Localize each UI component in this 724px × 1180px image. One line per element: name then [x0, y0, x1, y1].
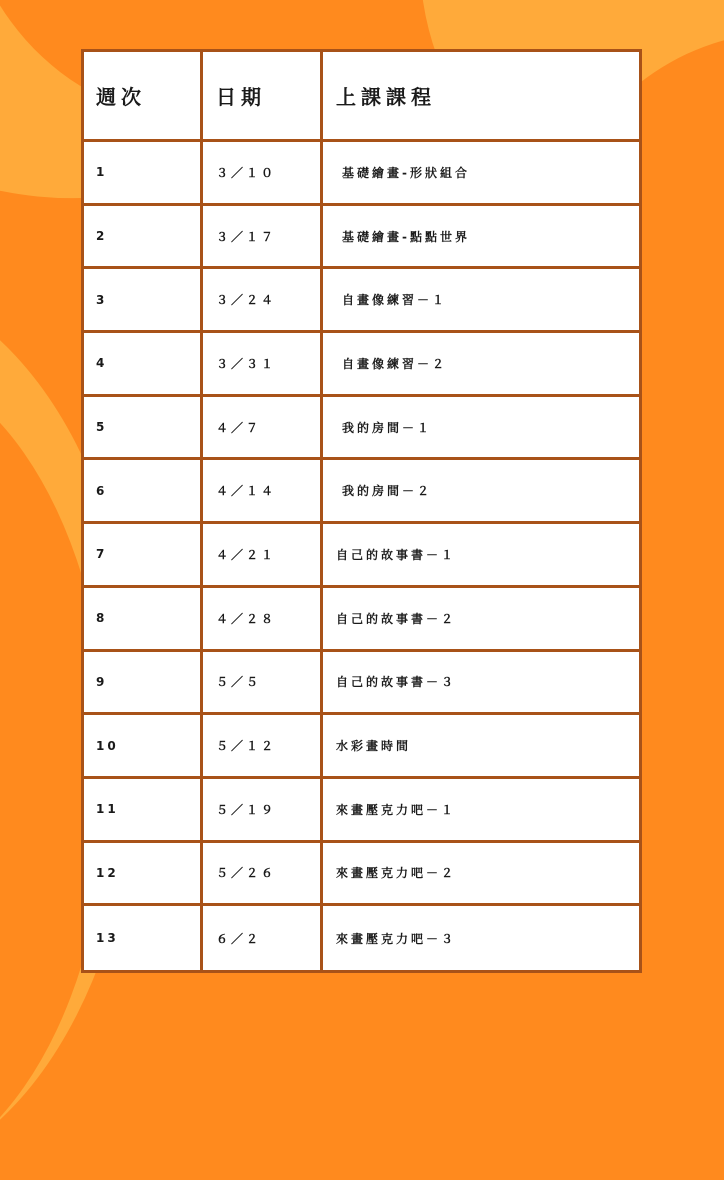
- date-cell: ６／２: [203, 906, 323, 970]
- week-cell: 5: [84, 397, 203, 461]
- date-cell: ４／２８: [203, 588, 323, 652]
- course-cell: 自己的故事書－２: [323, 588, 639, 652]
- course-cell: 自畫像練習－１: [323, 269, 639, 333]
- course-cell: 自畫像練習－２: [323, 333, 639, 397]
- week-cell: 6: [84, 460, 203, 524]
- date-cell: ５／２６: [203, 843, 323, 907]
- date-cell: ５／５: [203, 652, 323, 716]
- course-cell: 基礎繪畫-點點世界: [323, 206, 639, 270]
- date-cell: ５／１２: [203, 715, 323, 779]
- week-cell: 2: [84, 206, 203, 270]
- week-cell: 3: [84, 269, 203, 333]
- date-cell: ３／１０: [203, 142, 323, 206]
- course-cell: 來畫壓克力吧－２: [323, 843, 639, 907]
- header-week: 週次: [84, 52, 203, 142]
- header-date: 日期: [203, 52, 323, 142]
- date-cell: ３／１７: [203, 206, 323, 270]
- date-cell: ３／３１: [203, 333, 323, 397]
- course-cell: 基礎繪畫-形狀組合: [323, 142, 639, 206]
- date-cell: ４／２１: [203, 524, 323, 588]
- course-cell: 來畫壓克力吧－３: [336, 931, 457, 946]
- date-cell: ４／７: [203, 397, 323, 461]
- week-cell: 13: [84, 906, 203, 970]
- course-cell: 自己的故事書－３: [323, 652, 639, 716]
- date-cell: ３／２４: [203, 269, 323, 333]
- week-cell: 1: [84, 142, 203, 206]
- week-cell: 4: [84, 333, 203, 397]
- week-cell: 10: [84, 715, 203, 779]
- course-cell: 我的房間－２: [323, 460, 639, 524]
- course-schedule-table: [81, 49, 642, 973]
- week-cell: 8: [84, 588, 203, 652]
- week-cell: 11: [84, 779, 203, 843]
- course-cell: 來畫壓克力吧－１: [323, 779, 639, 843]
- date-cell: ４／１４: [203, 460, 323, 524]
- week-cell: 9: [84, 652, 203, 716]
- course-cell: 自己的故事書－１: [323, 524, 639, 588]
- date-cell: ５／１９: [203, 779, 323, 843]
- course-cell: 水彩畫時間: [323, 715, 639, 779]
- header-course: 上課課程: [323, 52, 639, 142]
- course-cell: 我的房間－１: [323, 397, 639, 461]
- week-cell: 7: [84, 524, 203, 588]
- week-cell: 12: [84, 843, 203, 907]
